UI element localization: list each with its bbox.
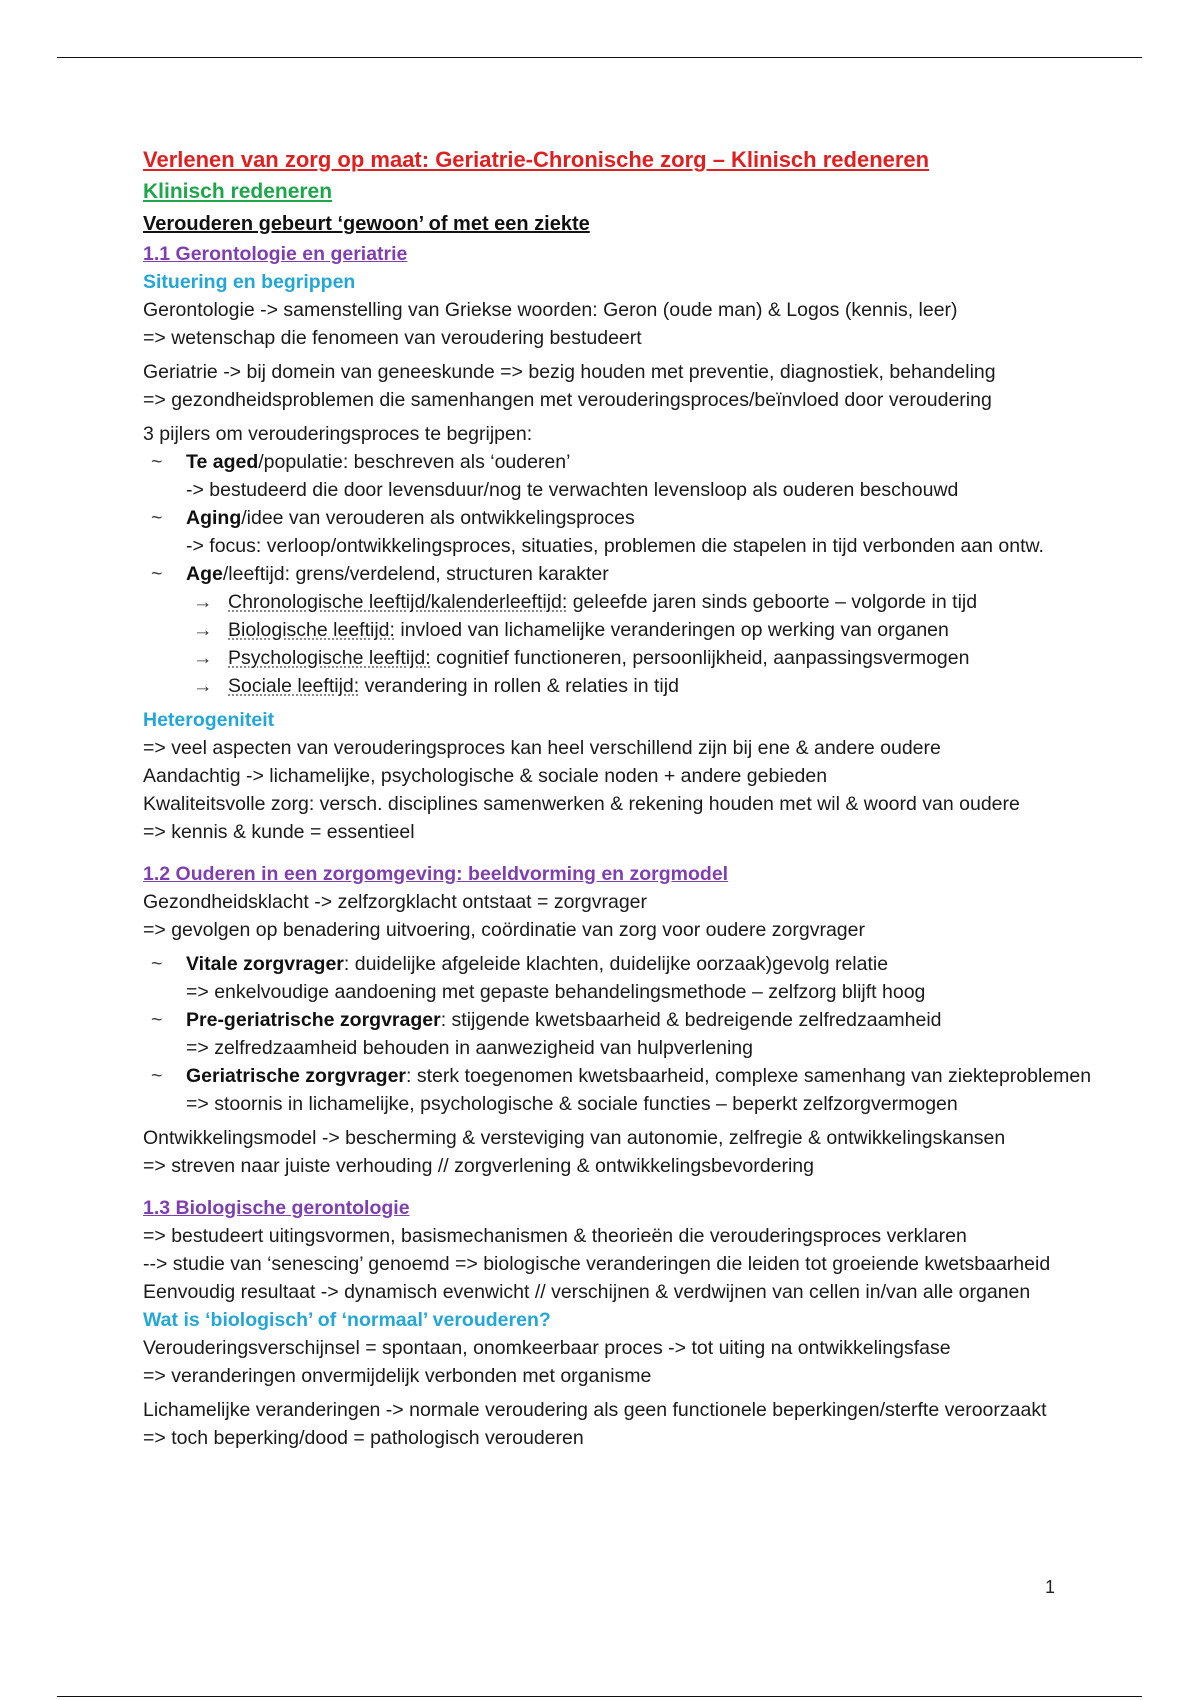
paragraph-line: => kennis & kunde = essentieel: [143, 821, 415, 843]
paragraph-line: --> studie van ‘senescing’ genoemd => biologische veranderingen die leiden tot groeiende kwetsbaarheid: [143, 1253, 1051, 1275]
paragraph-line: => gezondheidsproblemen die samenhangen met verouderingsproces/beïnvloed door veroudering: [143, 389, 992, 411]
subtitle-heading: Klinisch redeneren: [143, 180, 333, 203]
subheading-situering: Situering en begrippen: [143, 271, 356, 293]
paragraph-line: => veranderingen onvermijdelijk verbonden met organisme: [143, 1365, 652, 1387]
tilde-bullet-icon: ~: [151, 451, 163, 473]
paragraph-line: => bestudeert uitingsvormen, basismechanismen & theorieën die verouderingsproces verklaren: [143, 1225, 967, 1247]
paragraph-line: => toch beperking/dood = pathologisch verouderen: [143, 1427, 584, 1449]
paragraph-line: => wetenschap die fenomeen van veroudering bestudeert: [143, 327, 642, 349]
section-heading: Verouderen gebeurt ‘gewoon’ of met een ziekte: [143, 213, 590, 235]
list-item-care-type: ~ Pre-geriatrische zorgvrager: stijgende kwetsbaarheid & bedreigende zelfredzaamheid: [143, 1006, 1133, 1034]
list-item-detail: -> focus: verloop/ontwikkelingsproces, situaties, problemen die stapelen in tijd verbonden aan ontw.: [186, 535, 1044, 557]
paragraph-line: => veel aspecten van verouderingsproces kan heel verschillend zijn bij ene & andere oudere: [143, 737, 941, 759]
paragraph-line: => gevolgen op benadering uitvoering, coördinatie van zorg voor oudere zorgvrager: [143, 919, 865, 941]
document-title: Verlenen van zorg op maat: Geriatrie-Chronische zorg – Klinisch redeneren: [143, 147, 930, 172]
arrow-right-icon: →: [193, 619, 213, 641]
list-item-detail: => zelfredzaamheid behouden in aanwezigheid van hulpverlening: [186, 1037, 753, 1059]
tilde-bullet-icon: ~: [151, 953, 163, 975]
paragraph-line: Gezondheidsklacht -> zelfzorgklacht ontstaat = zorgvrager: [143, 891, 648, 913]
arrow-right-icon: →: [193, 591, 213, 613]
tilde-bullet-icon: ~: [151, 1065, 163, 1087]
paragraph-line: Verouderingsverschijnsel = spontaan, onomkeerbaar proces -> tot uiting na ontwikkelingsfase: [143, 1337, 951, 1359]
list-item-detail: => enkelvoudige aandoening met gepaste behandelingsmethode – zelfzorg blijft hoog: [186, 981, 926, 1003]
list-item-pillar: ~ Te aged/populatie: beschreven als ‘ouderen’: [143, 448, 1133, 476]
list-item-age-type: → Psychologische leeftijd: cognitief functioneren, persoonlijkheid, aanpassingsvermogen: [143, 644, 1133, 672]
list-item-age-type: → Sociale leeftijd: verandering in rollen & relaties in tijd: [143, 672, 1133, 700]
paragraph-line: Aandachtig -> lichamelijke, psychologische & sociale noden + andere gebieden: [143, 765, 828, 787]
document-body: [143, 144, 1133, 1452]
list-item-care-type: ~ Geriatrische zorgvrager: sterk toegenomen kwetsbaarheid, complexe samenhang van ziekteproblemen: [143, 1062, 1133, 1090]
arrow-right-icon: →: [193, 647, 213, 669]
paragraph-line: Geriatrie -> bij domein van geneeskunde => bezig houden met preventie, diagnostiek, behandeling: [143, 361, 996, 383]
list-item-pillar: ~ Aging/idee van verouderen als ontwikkelingsproces: [143, 504, 1133, 532]
tilde-bullet-icon: ~: [151, 1009, 163, 1031]
paragraph-line: Gerontologie -> samenstelling van Griekse woorden: Geron (oude man) & Logos (kennis, leer): [143, 299, 958, 321]
header-rule: [57, 57, 1142, 58]
subheading-heterogeniteit: Heterogeniteit: [143, 709, 275, 731]
list-item-care-type: ~ Vitale zorgvrager: duidelijke afgeleide klachten, duidelijke oorzaak)gevolg relatie: [143, 950, 1133, 978]
paragraph-line: Ontwikkelingsmodel -> bescherming & versteviging van autonomie, zelfregie & ontwikkelingskansen: [143, 1127, 1006, 1149]
subheading-normaal-verouderen: Wat is ‘biologisch’ of ‘normaal’ verouderen?: [143, 1309, 551, 1331]
paragraph-line: Kwaliteitsvolle zorg: versch. disciplines samenwerken & rekening houden met wil & woord van oudere: [143, 793, 1020, 815]
tilde-bullet-icon: ~: [151, 507, 163, 529]
list-item-pillar: ~ Age/leeftijd: grens/verdelend, structuren karakter: [143, 560, 1133, 588]
heading-1-2: 1.2 Ouderen in een zorgomgeving: beeldvorming en zorgmodel: [143, 863, 729, 885]
list-item-age-type: → Biologische leeftijd: invloed van lichamelijke veranderingen op werking van organen: [143, 616, 1133, 644]
paragraph-line: => streven naar juiste verhouding // zorgverlening & ontwikkelingsbevordering: [143, 1155, 814, 1177]
heading-1-1: 1.1 Gerontologie en geriatrie: [143, 243, 408, 265]
heading-1-3: 1.3 Biologische gerontologie: [143, 1197, 410, 1219]
paragraph-line: Eenvoudig resultaat -> dynamisch evenwicht // verschijnen & verdwijnen van cellen in/van alle organen: [143, 1281, 1031, 1303]
list-item-detail: -> bestudeerd die door levensduur/nog te verwachten levensloop als ouderen beschouwd: [186, 479, 959, 501]
arrow-right-icon: →: [193, 675, 213, 697]
tilde-bullet-icon: ~: [151, 563, 163, 585]
paragraph-line: Lichamelijke veranderingen -> normale veroudering als geen functionele beperkingen/sterfte veroorzaakt: [143, 1399, 1047, 1421]
list-item-detail: => stoornis in lichamelijke, psychologische & sociale functies – beperkt zelfzorgvermogen: [186, 1093, 958, 1115]
footer-rule: [57, 1696, 1142, 1697]
list-item-age-type: → Chronologische leeftijd/kalenderleeftijd: geleefde jaren sinds geboorte – volgorde in tijd: [143, 588, 1133, 616]
page-number: 1: [1045, 1577, 1056, 1597]
paragraph-line: 3 pijlers om verouderingsproces te begrijpen:: [143, 423, 533, 445]
